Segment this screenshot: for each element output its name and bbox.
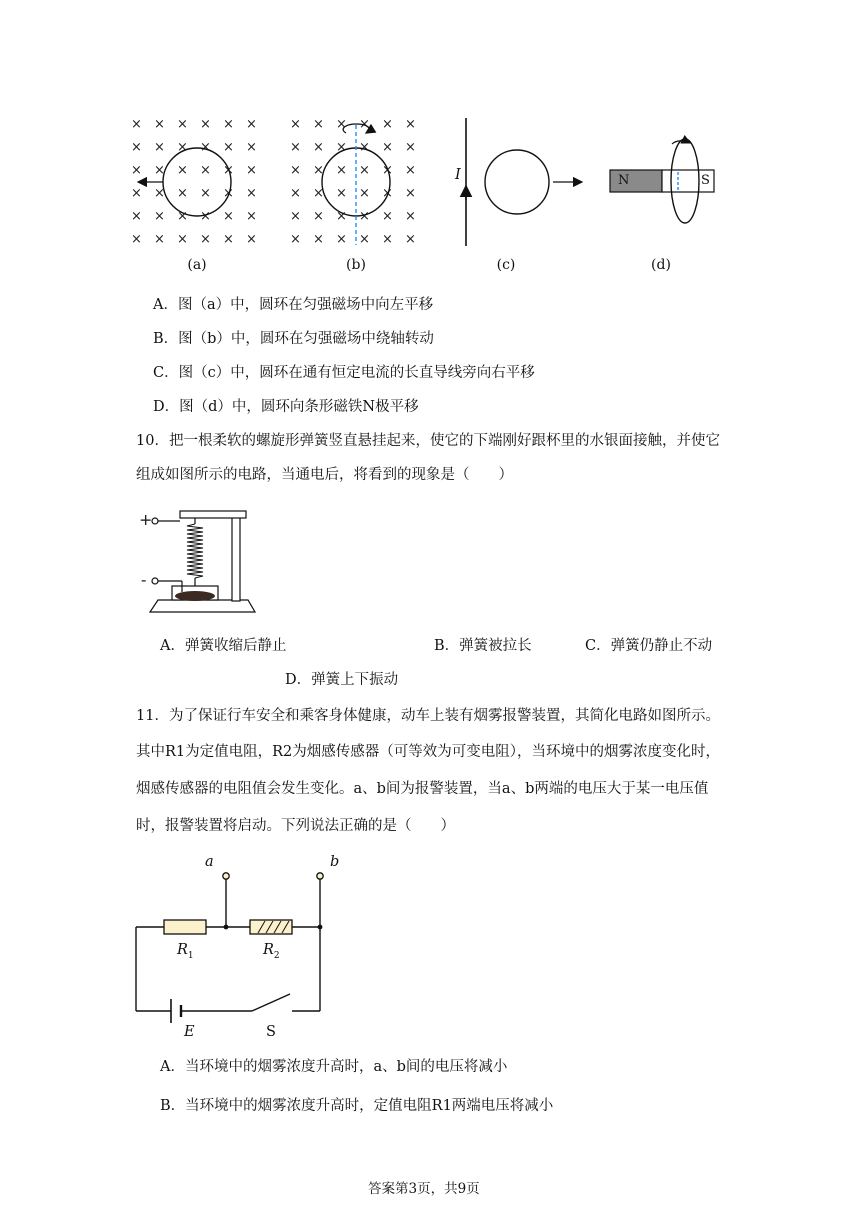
terminal-b-label: b (330, 854, 340, 870)
field-x-mark: × (359, 209, 370, 224)
field-x-mark: × (359, 186, 370, 201)
field-x-mark: × (154, 117, 165, 132)
field-x-mark: × (154, 186, 165, 201)
field-x-mark: × (313, 209, 324, 224)
field-x-mark: × (223, 163, 234, 178)
ring-d-arrow (672, 141, 690, 144)
page-footer: 答案第3页，共9页 (368, 1181, 480, 1197)
field-x-mark: × (382, 117, 393, 132)
caption-a: (a) (187, 257, 207, 273)
field-x-mark: × (359, 140, 370, 155)
r2-label: $R_2$ (263, 942, 280, 961)
field-x-mark: × (405, 186, 416, 201)
field-x-mark: × (313, 163, 324, 178)
field-x-mark: × (290, 117, 301, 132)
caption-c: (c) (496, 257, 516, 273)
field-x-mark: × (405, 209, 416, 224)
field-x-mark: × (336, 232, 347, 247)
q10-stem-line2: 组成如图所示的电路，当通电后，将看到的现象是（ ） (136, 467, 513, 483)
switch-s-label: S (266, 1024, 276, 1040)
field-x-mark: × (382, 209, 393, 224)
q9-option-c: C．图（c）中，圆环在通有恒定电流的长直导线旁向右平移 (153, 365, 535, 381)
field-x-mark: × (200, 163, 211, 178)
field-x-mark: × (177, 163, 188, 178)
r1-label: $R_1$ (177, 942, 194, 961)
field-x-mark: × (405, 163, 416, 178)
q10-option-d: D．弹簧上下振动 (285, 672, 399, 688)
field-x-mark: × (290, 186, 301, 201)
field-x-mark: × (177, 209, 188, 224)
field-x-mark: × (131, 140, 142, 155)
field-x-mark: × (313, 140, 324, 155)
field-x-mark: × (336, 117, 347, 132)
field-x-mark: × (246, 140, 257, 155)
q9-option-a: A．图（a）中，圆环在匀强磁场中向左平移 (153, 297, 434, 313)
field-x-mark: × (200, 209, 211, 224)
field-x-mark: × (382, 232, 393, 247)
q9-option-d: D．图（d）中，圆环向条形磁铁N极平移 (153, 399, 419, 415)
field-x-mark: × (336, 209, 347, 224)
q10-option-a: A．弹簧收缩后静止 (160, 638, 287, 654)
field-x-mark: × (290, 140, 301, 155)
field-x-mark: × (405, 140, 416, 155)
field-x-mark: × (359, 117, 370, 132)
field-x-mark: × (131, 209, 142, 224)
field-x-mark: × (131, 117, 142, 132)
field-x-mark: × (177, 117, 188, 132)
field-x-mark: × (382, 140, 393, 155)
field-x-mark: × (336, 140, 347, 155)
q11-option-a: A．当环境中的烟雾浓度升高时，a、b间的电压将减小 (160, 1059, 508, 1075)
plus-terminal-label: + (139, 510, 153, 529)
field-x-mark: × (313, 117, 324, 132)
field-x-mark: × (382, 186, 393, 201)
terminal-a-label: a (205, 854, 214, 870)
magnet-n-label: N (618, 173, 630, 188)
caption-d: (d) (651, 257, 671, 273)
field-x-mark: × (223, 209, 234, 224)
field-x-mark: × (200, 186, 211, 201)
field-x-mark: × (200, 117, 211, 132)
field-x-mark: × (246, 186, 257, 201)
field-x-mark: × (154, 163, 165, 178)
field-x-mark: × (154, 209, 165, 224)
minus-terminal-label: - (141, 570, 147, 589)
field-x-mark: × (131, 163, 142, 178)
field-x-mark: × (177, 186, 188, 201)
field-x-mark: × (223, 140, 234, 155)
q11-option-b: B．当环境中的烟雾浓度升高时，定值电阻R1两端电压将减小 (160, 1098, 554, 1114)
battery-e-label: E (184, 1024, 195, 1040)
q11-stem-line3: 烟感传感器的电阻值会发生变化。a、b间为报警装置，当a、b两端的电压大于某一电压值 (136, 781, 709, 797)
field-x-mark: × (405, 232, 416, 247)
q11-stem-line1: 11．为了保证行车安全和乘客身体健康，动车上装有烟雾报警装置，其简化电路如图所示。 (136, 708, 720, 724)
q11-stem-line4: 时，报警装置将启动。下列说法正确的是（ ） (136, 818, 455, 834)
field-x-mark: × (290, 163, 301, 178)
field-x-mark: × (336, 163, 347, 178)
field-x-mark: × (290, 232, 301, 247)
q11-stem-line2: 其中R1为定值电阻，R2为烟感传感器（可等效为可变电阻），当环境中的烟雾浓度变化时， (136, 744, 721, 760)
field-x-mark: × (405, 117, 416, 132)
field-x-mark: × (154, 232, 165, 247)
field-x-mark: × (313, 232, 324, 247)
ring-a (163, 148, 231, 216)
field-x-mark: × (290, 209, 301, 224)
field-x-mark: × (246, 163, 257, 178)
field-x-mark: × (223, 186, 234, 201)
q9-option-b: B．图（b）中，圆环在匀强磁场中绕轴转动 (153, 331, 434, 347)
magnet-s-label: S (701, 173, 710, 188)
field-x-mark: × (313, 186, 324, 201)
q10-option-b: B．弹簧被拉长 (434, 638, 532, 654)
field-x-mark: × (246, 209, 257, 224)
field-x-mark: × (223, 232, 234, 247)
field-x-mark: × (177, 232, 188, 247)
caption-b: (b) (346, 257, 366, 273)
q10-option-c: C．弹簧仍静止不动 (585, 638, 713, 654)
field-x-mark: × (246, 117, 257, 132)
field-x-mark: × (177, 140, 188, 155)
field-x-mark: × (154, 140, 165, 155)
field-x-mark: × (359, 163, 370, 178)
field-grid-b (290, 117, 416, 247)
field-x-mark: × (131, 232, 142, 247)
field-x-mark: × (246, 232, 257, 247)
q9-figures (0, 0, 868, 290)
ring-c (485, 150, 549, 214)
field-x-mark: × (382, 163, 393, 178)
q10-stem-line1: 10．把一根柔软的螺旋形弹簧竖直悬挂起来，使它的下端刚好跟杯里的水银面接触，并使它 (136, 433, 720, 449)
field-x-mark: × (200, 232, 211, 247)
field-x-mark: × (131, 186, 142, 201)
current-label: I (455, 167, 461, 183)
field-x-mark: × (336, 186, 347, 201)
field-x-mark: × (223, 117, 234, 132)
field-x-mark: × (359, 232, 370, 247)
field-x-mark: × (200, 140, 211, 155)
